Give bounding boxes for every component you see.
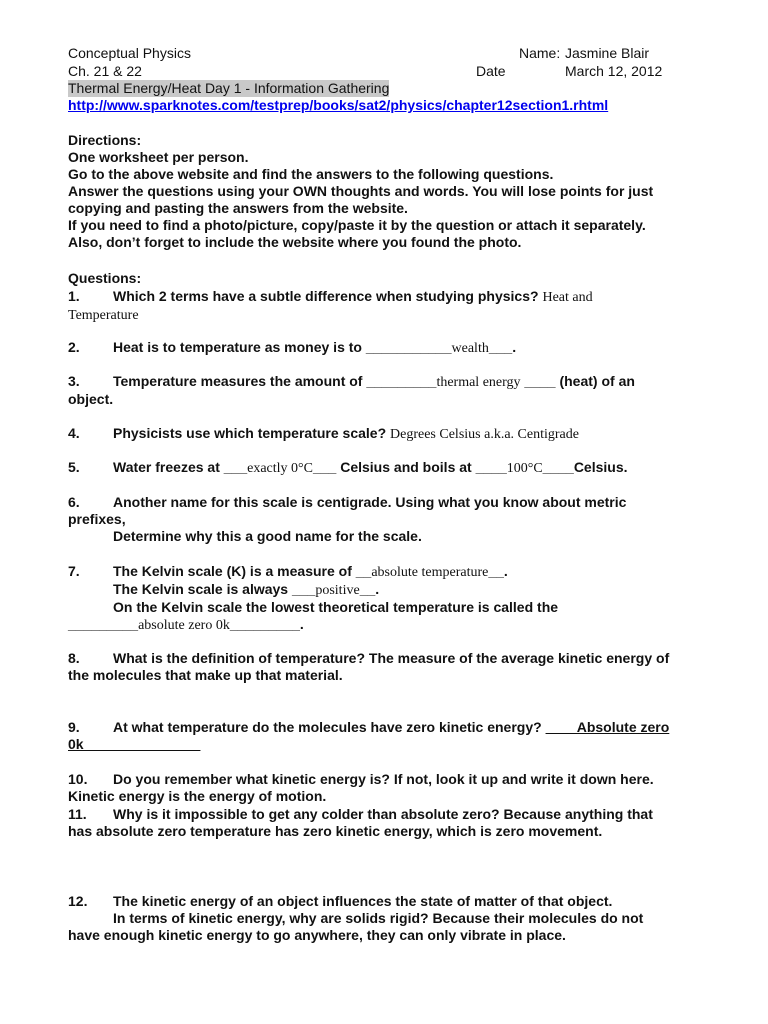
- question-text: Water freezes at ___: [113, 459, 248, 475]
- answer-text: wealth: [451, 341, 489, 356]
- question-text: prefixes,: [68, 511, 126, 527]
- worksheet-title: Thermal Energy/Heat Day 1 - Information Gathering: [68, 80, 390, 96]
- answer-text: has absolute zero temperature has zero kinetic energy, which is zero movement.: [68, 823, 603, 839]
- answer-text: Temperature: [68, 308, 139, 323]
- header-row-3: [68, 80, 708, 97]
- question-text: What is the definition of temperature? The measure of the average kinetic energy of: [113, 650, 670, 666]
- question-text: Determine why this a good name for the scale.: [113, 528, 422, 544]
- header-row-2: [68, 63, 708, 80]
- directions-line: Also, don’t forget to include the website where you found the photo.: [68, 234, 522, 250]
- question-text: ___.: [488, 339, 517, 355]
- question-number: 3.: [68, 373, 80, 389]
- directions-line: If you need to find a photo/picture, copy/paste it by the question or attach it separately.: [68, 217, 646, 233]
- directions-line: One worksheet per person.: [68, 149, 249, 165]
- question-number: 2.: [68, 339, 80, 355]
- question-number: 4.: [68, 425, 80, 441]
- answer-text: the molecules that make up that material.: [68, 667, 343, 683]
- question-text: The Kelvin scale is always ___: [113, 581, 316, 597]
- question-number: 6.: [68, 494, 80, 510]
- question-number: 7.: [68, 563, 80, 579]
- question-number: 5.: [68, 459, 80, 475]
- question-text: Another name for this scale is centigrade. Using what you know about metric: [113, 494, 627, 510]
- questions-heading: Questions:: [68, 270, 142, 286]
- question-9: [68, 719, 718, 753]
- question-number: 9.: [68, 719, 80, 735]
- question-text: ____Celsius.: [542, 459, 628, 475]
- question-text: The Kelvin scale (K) is a measure of __: [113, 563, 372, 579]
- date-value: March 12, 2012: [565, 63, 663, 79]
- answer-text: 100°C: [506, 461, 543, 476]
- question-text: At what temperature do the molecules have zero kinetic energy?: [113, 719, 546, 735]
- question-3: [68, 373, 718, 408]
- answer-text: thermal energy: [436, 375, 521, 390]
- question-number: 11.: [68, 806, 87, 822]
- name-label: Name:: [519, 45, 561, 61]
- question-4: [68, 425, 718, 443]
- question-text: The kinetic energy of an object influences the state of matter of that object.: [113, 893, 613, 909]
- answer-text: absolute temperature: [371, 565, 489, 580]
- directions-line: Go to the above website and find the answers to the following questions.: [68, 166, 554, 182]
- question-text: object.: [68, 391, 114, 407]
- question-text: ___ Celsius and boils at ____: [312, 459, 507, 475]
- question-1: [68, 288, 718, 324]
- question-text: Do you remember what kinetic energy is? If not, look it up and write it down here.: [113, 771, 654, 787]
- question-10: [68, 771, 718, 805]
- question-number: 12.: [68, 893, 88, 909]
- question-7: [68, 563, 718, 634]
- header-row-1: [68, 45, 708, 62]
- answer-text: Heat and: [542, 290, 593, 305]
- question-text: Heat is to temperature as money is to ___________: [113, 339, 452, 355]
- question-number: 10.: [68, 771, 88, 787]
- question-text: Which 2 terms have a subtle difference when studying physics?: [113, 288, 543, 304]
- chapters: Ch. 21 & 22: [68, 63, 142, 79]
- directions-heading: Directions:: [68, 132, 142, 148]
- question-number: 8.: [68, 650, 80, 666]
- question-6: [68, 494, 718, 545]
- question-text: _________: [68, 616, 139, 632]
- answer-text: Degrees Celsius a.k.a. Centigrade: [390, 427, 579, 442]
- course-name: Conceptual Physics: [68, 45, 191, 61]
- answer-text: have enough kinetic energy to go anywhere, they can only vibrate in place.: [68, 927, 566, 943]
- directions-line: copying and pasting the answers from the website.: [68, 200, 408, 216]
- answer-text: ____Absolute zero: [545, 719, 670, 735]
- question-11: [68, 806, 718, 840]
- answer-text: exactly 0°C: [247, 461, 313, 476]
- question-text: In terms of kinetic energy, why are solids rigid? Because their molecules do not: [113, 910, 644, 926]
- directions-line: Answer the questions using your OWN thoughts and words. You will lose points for just: [68, 183, 654, 199]
- reference-link[interactable]: http://www.sparknotes.com/testprep/books/sat2/physics/chapter12section1.rhtml: [68, 97, 609, 113]
- answer-text: absolute zero 0k: [138, 618, 230, 633]
- answer-text: 0k_______________: [68, 736, 201, 752]
- date-label: Date: [476, 63, 506, 79]
- question-text: Physicists use which temperature scale?: [113, 425, 391, 441]
- question-5: [68, 459, 718, 477]
- answer-text: Kinetic energy is the energy of motion.: [68, 788, 327, 804]
- question-8: [68, 650, 718, 684]
- question-text: Why is it impossible to get any colder than absolute zero? Because anything that: [113, 806, 653, 822]
- question-text: Temperature measures the amount of _________: [113, 373, 437, 389]
- directions-section: [68, 132, 718, 251]
- question-text: __.: [359, 581, 380, 597]
- question-12: [68, 893, 718, 944]
- student-name: Jasmine Blair: [565, 45, 650, 61]
- question-number: 1.: [68, 288, 80, 304]
- question-2: [68, 339, 718, 357]
- question-text: __.: [488, 563, 508, 579]
- question-text: ____ (heat) of an: [520, 373, 635, 389]
- answer-text: positive: [315, 583, 360, 598]
- questions-heading-block: [68, 270, 718, 287]
- header-row-4: [68, 97, 708, 114]
- question-text: On the Kelvin scale the lowest theoretical temperature is called the: [113, 599, 559, 615]
- question-text: _________.: [229, 616, 304, 632]
